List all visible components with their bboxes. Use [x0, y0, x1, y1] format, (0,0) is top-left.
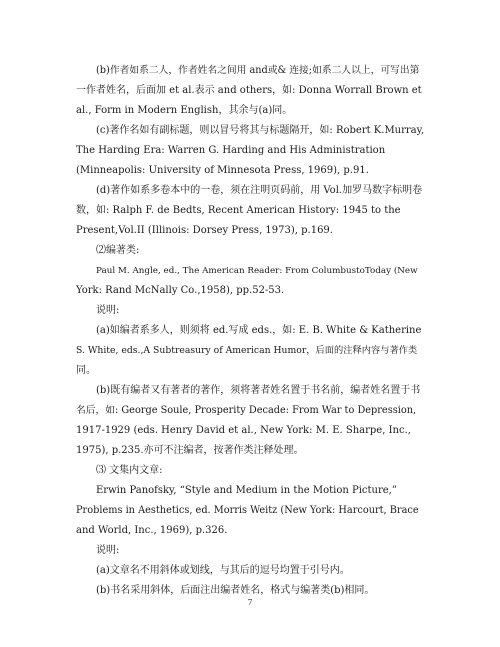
- text-line: 1975), p.235.亦可不注编者，按著作类注释处理。: [76, 445, 304, 456]
- text-line: (a)如编者系多人，则须将 ed.写成 eds.，如: E. B. White & Katherine: [96, 325, 422, 336]
- text-line: 名后，如: George Soule, Prosperity Decade: From War to Depression,: [76, 405, 417, 416]
- text-line: 1917-1929 (eds. Henry David et al., New York: M. E. Sharpe, Inc.,: [76, 425, 411, 436]
- note-heading: 说明:: [96, 305, 120, 316]
- section-heading: ⑶ 文集内文章:: [96, 465, 163, 476]
- text-line: The Harding Era: Warren G. Harding and His Administration: [76, 145, 386, 156]
- text-line: (Minneapolis: University of Minnesota Press, 1969), p.91.: [76, 165, 369, 176]
- text-line: Paul M. Angle, ed., The American Reader: From ColumbustoToday (New: [96, 266, 418, 276]
- text-line: (b)既有编者又有著者的著作，须将著者姓名置于书名前，编者姓名置于书: [96, 385, 421, 396]
- text-line: (c)著作名如有副标题，则以冒号将其与标题隔开，如: Robert K.Murray,: [96, 125, 425, 136]
- text-line: 一作者姓名，后面加 et al.表示 and others，如: Donna Worrall Brown et: [76, 85, 422, 96]
- note-heading: 说明:: [96, 545, 120, 556]
- text-line: 数，如: Ralph F. de Bedts, Recent American History: 1945 to the: [76, 205, 401, 216]
- page-number: 7: [247, 598, 253, 607]
- text-line: (b)作者如系二人，作者姓名之间用 and或& 连接;如系二人以上，可写出第: [96, 65, 420, 76]
- text-line: S. White, eds.,A Subtreasury of American Humor，后面的注释内容与著作类: [76, 345, 418, 356]
- text-line: York: Rand McNally Co.,1958), pp.52-53.: [76, 285, 285, 296]
- text-line: Present,Vol.II (Illinois: Dorsey Press, 1973), p.169.: [76, 225, 333, 236]
- text-line: 同。: [76, 365, 96, 376]
- text-line: (b)书名采用斜体，后面注出编者姓名，格式与编著类(b)相同。: [96, 585, 375, 596]
- text-line: Erwin Panofsky, “Style and Medium in the Motion Picture,”: [96, 485, 397, 496]
- text-line: al., Form in Modern English，其余与(a)同。: [76, 105, 293, 116]
- text-line: (d)著作如系多卷本中的一卷，须在注明页码前，用 Vol.加罗马数字标明卷: [96, 185, 423, 196]
- text-line: Problems in Aesthetics, ed. Morris Weitz (New York: Harcourt, Brace: [76, 505, 419, 516]
- section-heading: ⑵编著类:: [96, 245, 140, 256]
- text-line: (a)文章名不用斜体或划线，与其后的逗号均置于引号内。: [96, 565, 350, 576]
- text-line: and World, Inc., 1969), p.326.: [76, 525, 228, 536]
